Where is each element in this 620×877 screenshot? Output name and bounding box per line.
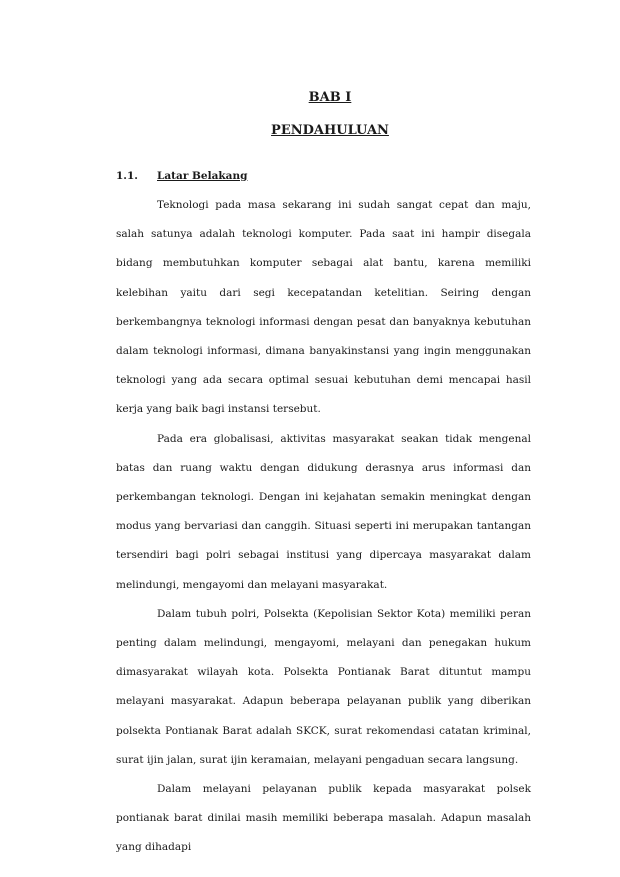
chapter-title: PENDAHULUAN xyxy=(271,123,389,138)
paragraph: Teknologi pada masa sekarang ini sudah sangat cepat dan maju, salah satunya adalah teknologi komputer. Pada saat ini hampir disegala bidang membutuhkan komputer sebagai alat bantu, karena memiliki kelebihan yaitu dari segi kecepatandan ketelitian. Seiring dengan berkembangnya teknologi informasi dengan pesat dan banyaknya kebutuhan dalam teknologi informasi, dimana banyakinstansi yang ingin menggunakan teknologi yang ada secara optimal sesuai kebutuhan demi mencapai hasil kerja yang baik bagi instansi tersebut. xyxy=(116,199,531,416)
section-title: Latar Belakang xyxy=(157,170,248,182)
paragraph: Dalam tubuh polri, Polsekta (Kepolisian Sektor Kota) memiliki peran penting dalam melindungi, mengayomi, melayani dan penegakan hukum dimasyarakat wilayah kota. Polsekta Pontianak Barat dituntut mampu melayani masyarakat. Adapun beberapa pelayanan publik yang diberikan polsekta Pontianak Barat adalah SKCK, surat rekomendasi catatan kriminal, surat ijin jalan, surat ijin keramaian, melayani pengaduan secara langsung. xyxy=(116,607,531,766)
paragraph: Dalam melayani pelayanan publik kepada masyarakat polsek pontianak barat dinilai masih memiliki beberapa masalah. Adapun masalah yang dihadapi xyxy=(116,783,531,854)
chapter-heading: BAB I xyxy=(308,90,352,105)
body-text xyxy=(116,191,531,863)
section-number: 1.1. xyxy=(116,170,138,182)
section-heading xyxy=(116,170,247,182)
paragraph: Pada era globalisasi, aktivitas masyarakat seakan tidak mengenal batas dan ruang waktu dengan didukung derasnya arus informasi dan perkembangan teknologi. Dengan ini kejahatan semakin meningkat dengan modus yang bervariasi dan canggih. Situasi seperti ini merupakan tantangan tersendiri bagi polri sebagai institusi yang dipercaya masyarakat dalam melindungi, mengayomi dan melayani masyarakat. xyxy=(116,432,531,591)
